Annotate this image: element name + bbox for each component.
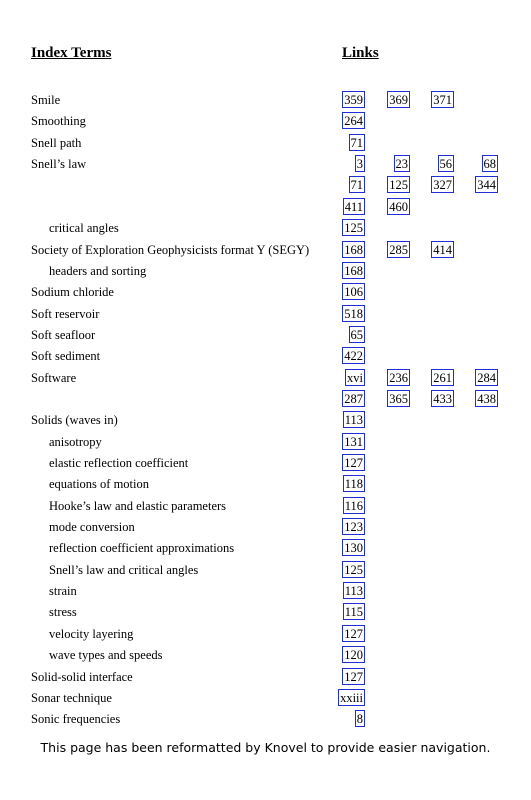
page-link[interactable]: 359	[344, 93, 363, 107]
index-term: Smoothing	[31, 114, 86, 129]
page-link[interactable]: 411	[344, 199, 363, 214]
index-subterm: wave types and speeds	[49, 648, 163, 663]
index-row	[0, 710, 531, 731]
page-link[interactable]: 65	[350, 327, 363, 342]
index-row	[0, 454, 531, 475]
index-row	[0, 390, 531, 411]
index-row	[0, 668, 531, 689]
page-link[interactable]: 422	[344, 349, 363, 364]
index-subterm: Hooke’s law and elastic parameters	[49, 498, 227, 513]
knovel-footer-note: This page has been reformatted by Knovel to provide easier navigation.	[40, 740, 491, 755]
page-link[interactable]: 71	[350, 135, 363, 150]
page-link[interactable]: xvi	[347, 370, 363, 385]
index-subterm: headers and sorting	[49, 263, 147, 278]
index-subterm: Snell’s law and critical angles	[49, 562, 199, 577]
index-row	[0, 176, 531, 197]
page-link[interactable]: 365	[389, 391, 408, 406]
index-subterm: strain	[49, 584, 77, 598]
index-subterm: mode conversion	[49, 520, 135, 534]
index-row	[0, 198, 531, 219]
page-link[interactable]: xxiii	[340, 690, 363, 705]
index-row	[0, 625, 531, 646]
page-link[interactable]: 120	[344, 648, 363, 663]
index-term: Sodium chloride	[31, 285, 114, 300]
page-link[interactable]: 236	[389, 370, 408, 385]
index-term: Smile	[31, 93, 61, 107]
index-term: Society of Exploration Geophysicists format Y (SEGY)	[31, 242, 310, 257]
page-link[interactable]: 414	[433, 242, 452, 257]
index-term: Solid-solid interface	[31, 669, 133, 684]
index-terms-header: Index Terms	[31, 45, 112, 61]
page-link[interactable]: 127	[344, 626, 363, 641]
page-link[interactable]: 118	[344, 477, 363, 492]
page-link[interactable]: 433	[433, 391, 452, 406]
page-link[interactable]: 106	[344, 285, 363, 300]
index-row	[0, 518, 531, 539]
index-term: Snell path	[31, 135, 82, 150]
page-link[interactable]: 344	[477, 178, 496, 193]
page-link[interactable]: 518	[344, 306, 363, 321]
page-link[interactable]: 113	[344, 413, 363, 428]
page-link[interactable]: 127	[344, 669, 363, 684]
index-term: Solids (waves in)	[31, 413, 118, 428]
index-row	[0, 582, 531, 603]
page-link[interactable]: 168	[344, 242, 363, 257]
page-link[interactable]: 68	[483, 157, 496, 172]
index-row	[0, 369, 531, 390]
page-link[interactable]: 130	[344, 541, 363, 556]
index-row	[0, 411, 531, 432]
page-link[interactable]: 71	[350, 178, 363, 193]
page-link[interactable]: 460	[389, 199, 408, 214]
index-row	[0, 561, 531, 582]
page-link[interactable]: 3	[356, 157, 363, 172]
page-link[interactable]: 327	[433, 178, 452, 193]
index-row	[0, 539, 531, 560]
page-link[interactable]: 116	[344, 498, 363, 513]
index-row	[0, 433, 531, 454]
index-row	[0, 646, 531, 667]
index-term: Snell’s law	[31, 157, 87, 172]
page-link[interactable]: 284	[477, 370, 496, 385]
page-link[interactable]: 125	[389, 178, 408, 193]
page-link[interactable]: 23	[395, 157, 408, 172]
index-row	[0, 283, 531, 304]
index-term: Sonar technique	[31, 690, 112, 705]
index-row	[0, 241, 531, 262]
index-term: Sonic frequencies	[31, 712, 121, 727]
page-link[interactable]: 261	[433, 370, 452, 385]
page-link[interactable]: 123	[344, 520, 363, 534]
index-subterm: stress	[49, 605, 77, 620]
index-subterm: critical angles	[49, 221, 119, 236]
index-row	[0, 134, 531, 155]
index-subterm: anisotropy	[49, 434, 102, 449]
links-header: Links	[342, 45, 379, 61]
page-link[interactable]: 125	[344, 221, 363, 236]
page-link[interactable]: 8	[356, 712, 363, 727]
page-link[interactable]: 371	[433, 93, 452, 107]
index-row	[0, 475, 531, 496]
index-row	[0, 262, 531, 283]
page-link[interactable]: 115	[344, 605, 363, 620]
index-row	[0, 603, 531, 624]
page-link[interactable]: 369	[389, 93, 408, 107]
page-link[interactable]: 285	[389, 242, 408, 257]
index-row	[0, 91, 531, 112]
index-subterm: velocity layering	[49, 626, 134, 641]
index-row	[0, 689, 531, 710]
page-link[interactable]: 131	[344, 434, 363, 449]
page-link[interactable]: 113	[344, 584, 363, 598]
index-row	[0, 305, 531, 326]
index-row	[0, 155, 531, 176]
index-row	[0, 326, 531, 347]
index-row	[0, 347, 531, 368]
index-subterm: reflection coefficient approximations	[49, 541, 235, 556]
page-link[interactable]: 168	[344, 263, 363, 278]
page-link[interactable]: 438	[477, 391, 496, 406]
index-term: Soft reservoir	[31, 306, 100, 321]
page-link[interactable]: 125	[344, 562, 363, 577]
index-subterm: elastic reflection coefficient	[49, 456, 189, 470]
index-term: Soft seafloor	[31, 327, 96, 342]
page-link[interactable]: 264	[344, 114, 363, 129]
page-link[interactable]: 56	[439, 157, 452, 172]
index-row	[0, 497, 531, 518]
index-row	[0, 112, 531, 133]
index-term: Software	[31, 370, 77, 385]
index-subterm: equations of motion	[49, 477, 149, 492]
page-link[interactable]: 127	[344, 456, 363, 470]
page-link[interactable]: 287	[344, 391, 363, 406]
index-row	[0, 219, 531, 240]
index-term: Soft sediment	[31, 349, 101, 364]
